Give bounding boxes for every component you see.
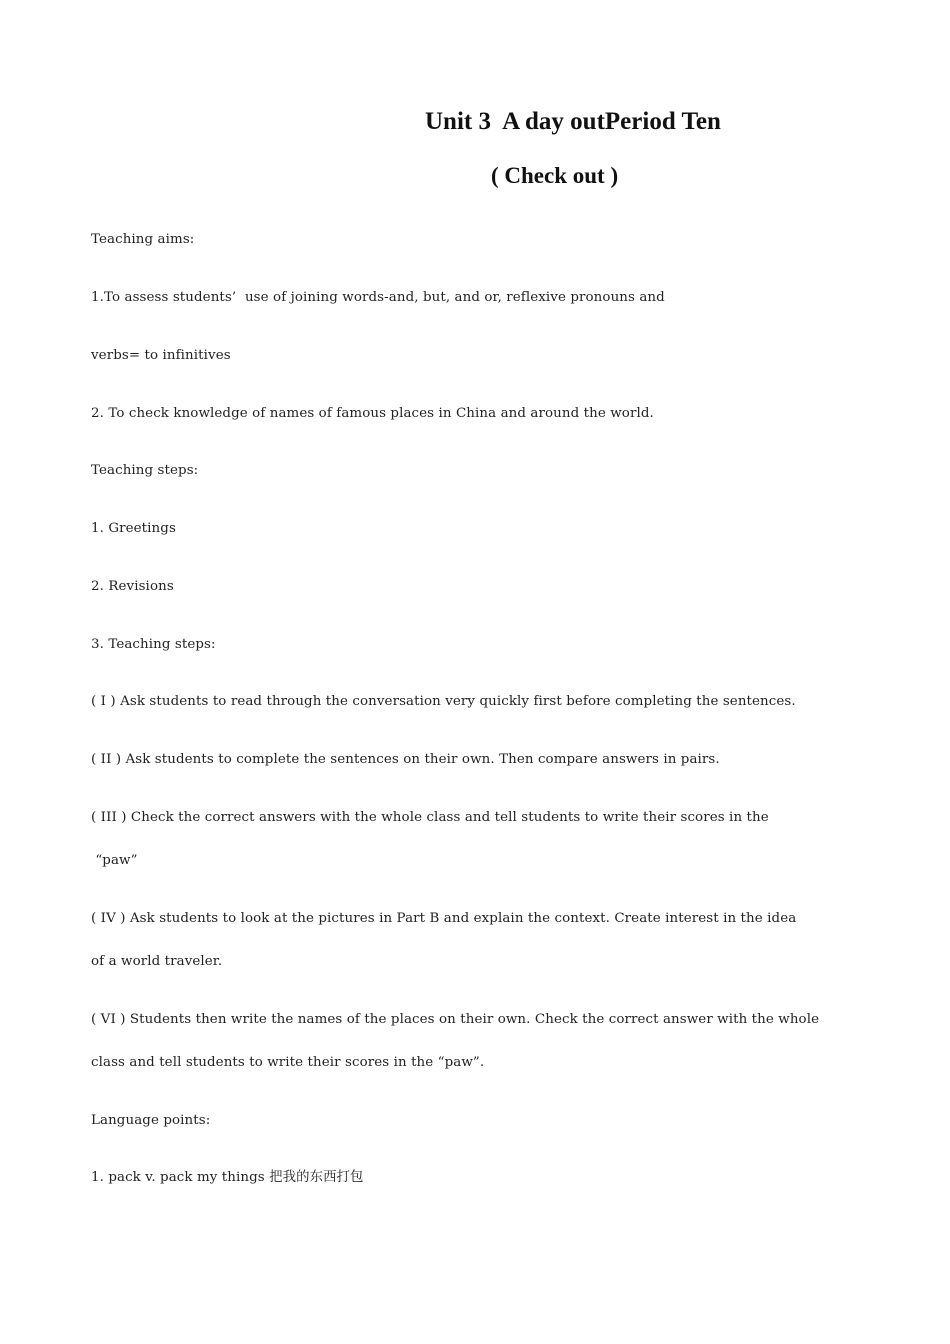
section-heading-teaching-steps: Teaching steps: <box>91 463 199 478</box>
step-iv-line-1: ( IV ) Ask students to look at the pictures in Part B and explain the context. Create interest in the idea <box>91 911 797 926</box>
aim-1-line-1: 1.To assess students’ use of joining words-and, but, and or, reflexive pronouns and <box>91 290 665 305</box>
aim-1-line-2: verbs= to infinitives <box>91 348 231 363</box>
step-1: 1. Greetings <box>91 521 176 536</box>
step-ii: ( II ) Ask students to complete the sentences on their own. Then compare answers in pairs. <box>91 752 720 767</box>
section-heading-teaching-aims: Teaching aims: <box>91 232 195 247</box>
step-vi-line-1: ( VI ) Students then write the names of the places on their own. Check the correct answer with the whole <box>91 1012 820 1027</box>
document-subtitle: ( Check out ) <box>491 163 619 188</box>
step-3: 3. Teaching steps: <box>91 637 216 652</box>
step-vi-line-2: class and tell students to write their scores in the “paw”. <box>91 1055 485 1070</box>
step-iii-line-2: “paw” <box>91 853 138 868</box>
document-title: Unit 3 A day outPeriod Ten <box>425 108 721 135</box>
step-i: ( I ) Ask students to read through the conversation very quickly first before completing the sentences. <box>91 694 796 709</box>
language-point-1: 1. pack v. pack my things 把我的东西打包 <box>91 1170 364 1185</box>
step-2: 2. Revisions <box>91 579 174 594</box>
aim-2: 2. To check knowledge of names of famous places in China and around the world. <box>91 406 654 421</box>
section-heading-language-points: Language points: <box>91 1113 211 1128</box>
step-iv-line-2: of a world traveler. <box>91 954 223 969</box>
step-iii-line-1: ( III ) Check the correct answers with the whole class and tell students to write their scores in the <box>91 810 769 825</box>
